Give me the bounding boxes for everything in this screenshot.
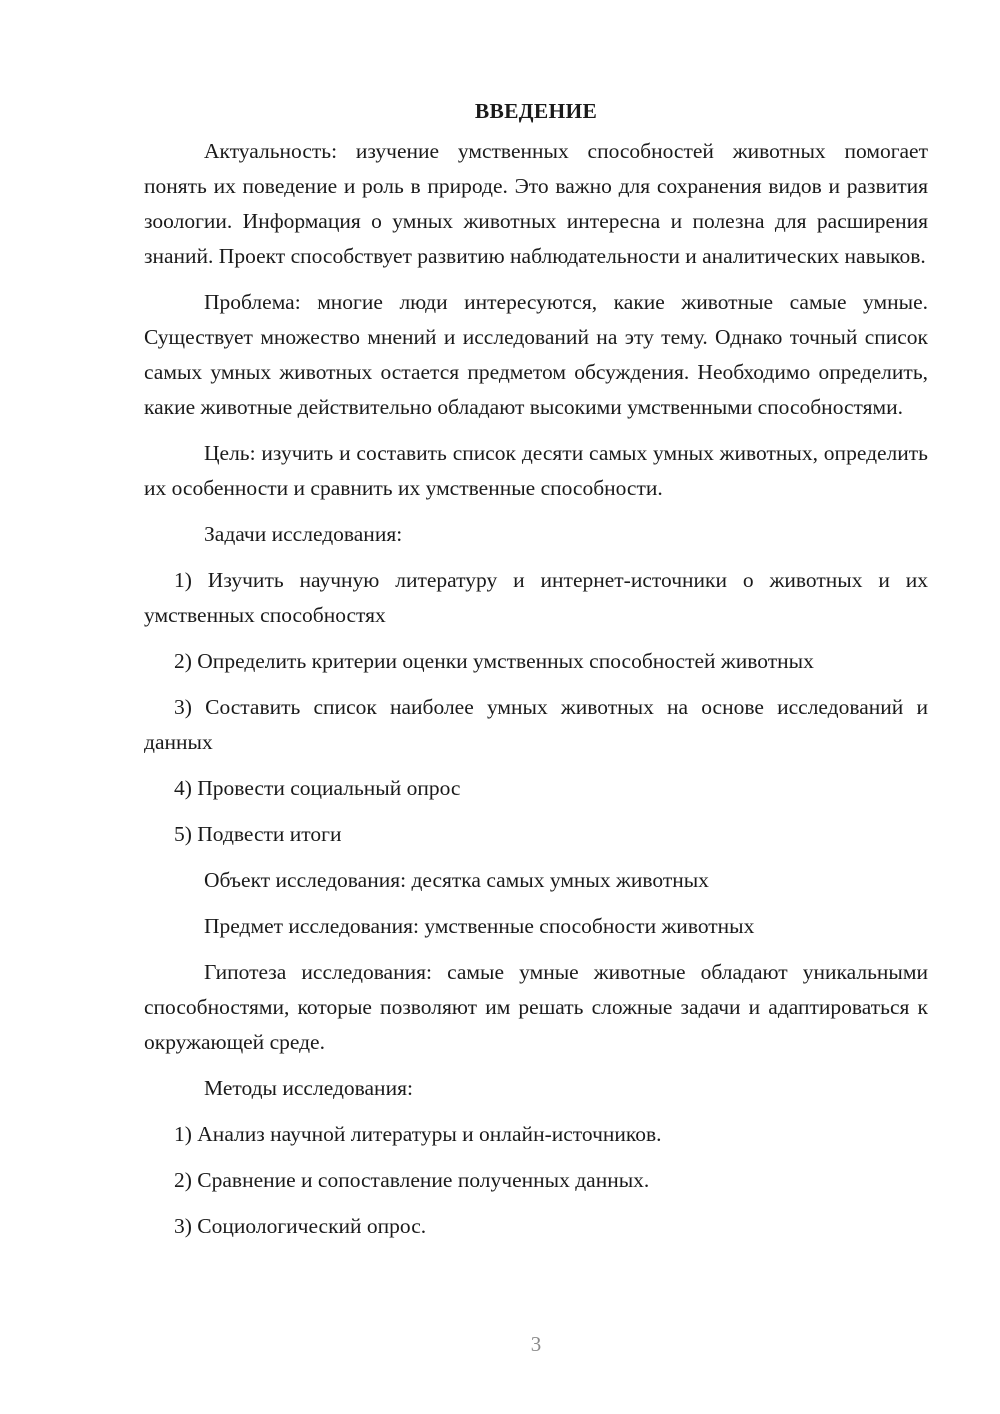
page-number: 3 [530, 1332, 542, 1356]
object-paragraph: Объект исследования: десятка самых умных животных [204, 868, 709, 892]
problem-paragraph: Проблема: многие люди интересуются, какие животные самые умные. Существует множество мнений и исследований на эту тему. Однако точный список самых умных животных остается предметом обсуждения. Необходимо определить, какие животные действительно обладают высокими умственными способностями. [144, 290, 928, 419]
methods-heading: Методы исследования: [204, 1076, 413, 1100]
section-title: ВВЕДЕНИЕ [474, 99, 598, 123]
relevance-paragraph: Актуальность: изучение умственных способностей животных помогает понять их поведение и роль в природе. Это важно для сохранения видов и развития зоологии. Информация о умных животных интересна и полезна для расширения знаний. Проект способствует развитию наблюдательности и аналитических навыков. [144, 139, 928, 268]
goal-paragraph: Цель: изучить и составить список десяти самых умных животных, определить их особенности и сравнить их умственные способности. [144, 441, 928, 500]
method-item: 1) Анализ научной литературы и онлайн-источников. [174, 1122, 662, 1146]
tasks-heading: Задачи исследования: [204, 522, 403, 546]
task-item: 5) Подвести итоги [174, 822, 342, 846]
task-item: 4) Провести социальный опрос [174, 776, 461, 800]
page-content [144, 92, 928, 1255]
subject-paragraph: Предмет исследования: умственные способности животных [204, 914, 755, 938]
task-item: 3) Составить список наиболее умных животных на основе исследований и данных [144, 695, 928, 754]
method-item: 2) Сравнение и сопоставление полученных данных. [174, 1168, 650, 1192]
task-item: 2) Определить критерии оценки умственных способностей животных [174, 649, 814, 673]
task-item: 1) Изучить научную литературу и интернет-источники о животных и их умственных способностях [144, 568, 928, 627]
method-item: 3) Социологический опрос. [174, 1214, 427, 1238]
hypothesis-paragraph: Гипотеза исследования: самые умные животные обладают уникальными способностями, которые позволяют им решать сложные задачи и адаптироваться к окружающей среде. [144, 960, 928, 1054]
